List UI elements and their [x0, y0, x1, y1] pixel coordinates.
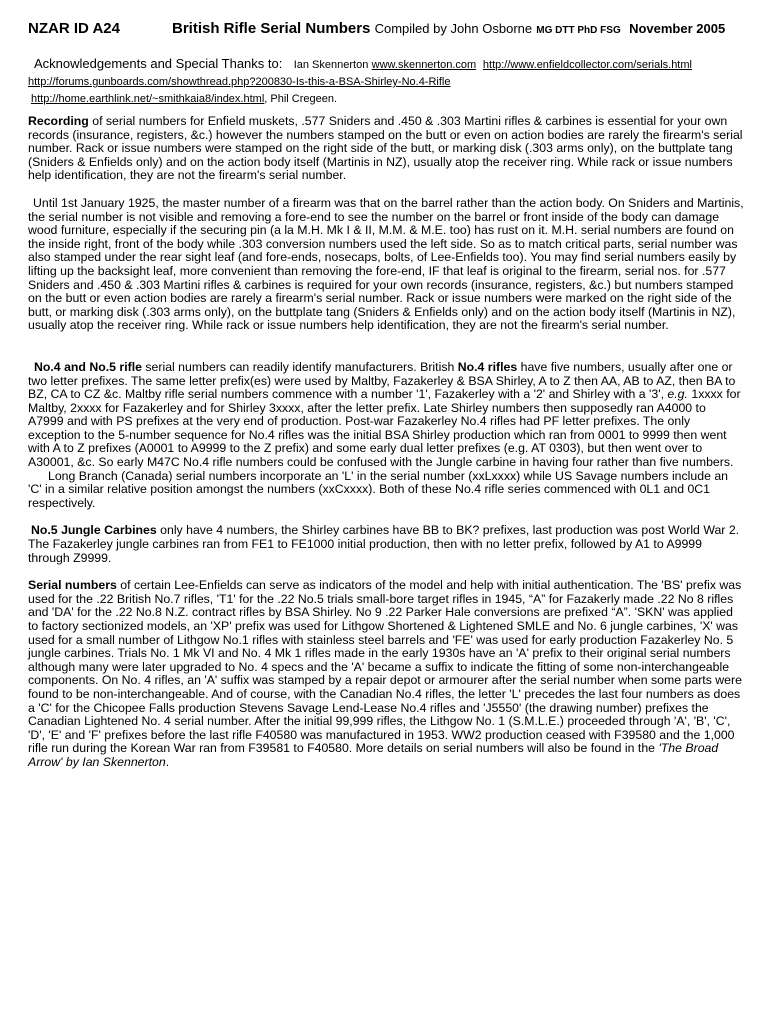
- author-qualifications: MG DTT PhD FSG: [536, 25, 621, 36]
- paragraph-text: Until 1st January 1925, the master number of a firearm was that on the barrel rather than the action body. On Sniders and Martinis, the serial number is not visible and removing a fore-end to see the number on the barrel or front inside of the body can damage wood furniture, especially if the securing pin (a la M.H. Mk I & II, M.M. & M.E. too) has rust on it. M.H. serial numbers are found on the inside right, front of the body while .303 conversion numbers used the left side. So as to match critical parts, serial number was also stamped under the rear sight leaf (and fore-ends, nosecaps, bolts, of Lee-Enfields too). You may find serial numbers easily by lifting up the backsight leaf, more convenient than removing the fore-end, IF that leaf is original to the firearm, serial nos. for .577 Sniders and .450 & .303 Martini rifles & carbines is required for your own records (insurance, registers, &c.) but numbers stamped on the butt or even action bodies are rarely a firearm's serial number. Rack or issue numbers were marked on the right side of the butt, or marking disk (.303 arms only), on the buttplate tang (Sniders & Enfields only) and on the action body itself (Martinis in NZ), usually atop the receiver ring. While rack or issue numbers help identification, they are not the firearm's serial number.: [28, 195, 744, 333]
- link-skennerton[interactable]: www.skennerton.com: [371, 59, 477, 71]
- document-date: November 2005: [629, 21, 726, 36]
- paragraph-recording: [28, 115, 744, 183]
- document-header: [28, 20, 748, 38]
- document-title: British Rifle Serial Numbers: [172, 20, 371, 37]
- paragraph-text: have five numbers, usually after one or two letter prefixes. The same letter prefix(es) were used by Maltby, Fazakerley & BSA Shirley, A to Z then AA, AB to AZ, then BA to BZ, CA to CZ &c. Maltby rifle serial numbers commence with a number '1', Fazakerley with a '2' and Shirley with a '3',: [28, 359, 736, 402]
- paragraph-end: .: [165, 754, 170, 769]
- paragraph-jungle-carbines: [28, 524, 744, 565]
- paragraph-text: of certain Lee-Enfields can serve as indicators of the model and help with initial authentication. The 'BS' prefix was used for the .22 British No.7 rifles, 'T1' for the .22 No.5 trials small-bore target rifles in 1945, “A” for Fazakerly made .22 No 8 rifles and 'DA' for the .22 No.8 N.Z. contract rifles by BSA Shirley. No 9 .22 Parker Hale conversions are prefixed “A”. 'SKN' was applied to factory sectionized models, an 'XP' prefix was used for Lithgow Shortened & Lightened SMLE and No. 6 jungle carbines, 'X' was used for a small number of Lithgow No.1 rifles with stainless steel barrels and 'FE' was used for early production Fazakerley No. 5 jungle carbines. Trials No. 1 Mk VI and No. 4 Mk 1 rifles made in the early 1930s have an 'A' prefix to their original serial numbers although many were later upgraded to No. 4 specs and the 'A' became a suffix to indicate the fitting of some non-interchangeable components. On No. 4 rifles, an 'A' suffix was stamped by a repair depot or armourer after the serial number when some parts were found to be non-interchangeable. And of course, with the Canadian No.4 rifles, the letter 'L' precedes the last four numbers as does a 'C' for the Chicopee Falls production Stevens Savage Lend-Lease No.4 rifles and 'J5550' (the drawing number) prefixes the Canadian Lightened No. 4 serial number. After the initial 99,999 rifles, the Lithgow No. 1 (S.M.L.E.) proceeded through 'A', 'B', 'C', 'D', 'E' and 'F' prefixes before the last rifle F40580 was manufactured in 1953. WW2 production ceased with F39580 and the 1,000 rifle run during the Korean War ran from F39581 to F40580. More details on serial numbers will also be found in the: [28, 578, 742, 756]
- ack-row-1: [28, 56, 748, 73]
- ack-name-cregeen: , Phil Cregeen.: [264, 93, 338, 105]
- acknowledgements: [28, 56, 748, 107]
- paragraph-text: serial numbers can readily identify manufacturers. British: [141, 359, 458, 374]
- paragraph-text: only have 4 numbers, the Shirley carbines have BB to BK? prefixes, last production was post World War 2. The Fazakerley jungle carbines ran from FE1 to FE1000 initial production, then with no letter prefix, followed by A1 to A9999 through Z9999.: [28, 523, 740, 565]
- title-line: [172, 20, 725, 37]
- book-reference: 'The Broad Arrow' by Ian Skennerton: [28, 741, 719, 769]
- link-enfieldcollector[interactable]: http://www.enfieldcollector.com/serials.html: [482, 59, 692, 71]
- link-gunboards[interactable]: http://forums.gunboards.com/showthread.php?200830-Is-this-a-BSA-Shirley-No.4-Rifle: [28, 76, 451, 88]
- paragraph-lead: Serial numbers: [28, 578, 117, 593]
- paragraph-lead: No.4 and No.5 rifle: [34, 359, 142, 374]
- paragraph-master-number: [28, 197, 744, 333]
- document-body: [28, 115, 744, 770]
- paragraph-lead: Recording: [28, 114, 89, 128]
- paragraph-italic: e.g.: [667, 387, 688, 402]
- ack-row-3: [28, 90, 748, 107]
- paragraph-lead: No.5 Jungle Carbines: [31, 523, 157, 538]
- paragraph-text: 1xxxx for Maltby, 2xxxx for Fazakerley and for Shirley 3xxxx, after the letter prefix. Late Shirley numbers then supposedly ran A4000 to A7999 and with PS prefixes at the very end of production. Post-war Fazakerley No.4 rifles had PF letter prefixes. The only exception to the 5-number sequence for No.4 rifles was the initial BSA Shirley production which ran from 0001 to 9999 then went with A to Z prefixes (A0001 to A9999 to the Z prefix) and some early dual letter prefixes (e.g. AT 0303), but then went over to A30001, &c. So early M47C No.4 rifle numbers could be confused with the Jungle carbine in having four rather than five numbers.: [28, 387, 741, 470]
- paragraph-serial-numbers: [28, 579, 744, 769]
- ack-row-2: [28, 73, 748, 90]
- paragraph-no4-no5: [28, 361, 744, 470]
- paragraph-text: Long Branch (Canada) serial numbers incorporate an 'L' in the serial number (xxLxxxx) while US Savage numbers include an 'C' in a similar relative position amongst the numbers (xxCxxxx). Both of these No.4 rifle series commenced with 0L1 and 0C1 respectively.: [28, 468, 729, 510]
- document-id: NZAR ID A24: [28, 20, 120, 37]
- link-earthlink[interactable]: http://home.earthlink.net/~smithkaia8/index.html: [31, 93, 265, 105]
- paragraph-text: of serial numbers for Enfield muskets, .577 Sniders and .450 & .303 Martini rifles & carbines is essential for your own records (insurance, registers, &c.) however the numbers stamped on the butt or even on action bodies are rarely the firearm's serial number. Rack or issue numbers were stamped on the right side of the butt, or marking disk (.303 arms only), on the buttplate tang (Sniders & Enfields only) and on the action body itself (Martinis in NZ), usually atop the receiver ring. While rack or issue numbers help identification, they are not the firearm's serial number.: [28, 114, 743, 183]
- ack-name-skennerton: Ian Skennerton: [293, 59, 369, 71]
- paragraph-long-branch: [28, 470, 744, 511]
- paragraph-emphasis: No.4 rifles: [457, 359, 518, 374]
- compiled-by: Compiled by John Osborne: [374, 21, 533, 36]
- ack-label: Acknowledgements and Special Thanks to:: [34, 56, 283, 71]
